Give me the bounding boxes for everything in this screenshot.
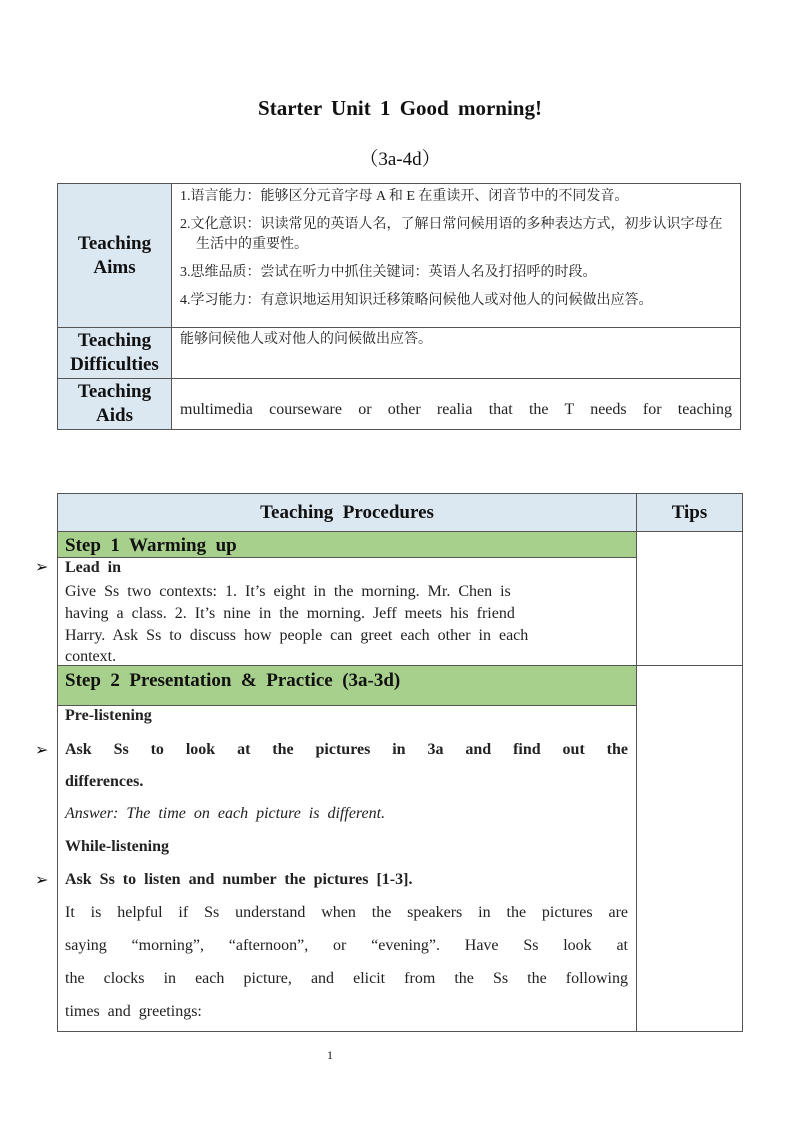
step1-tips-cell — [636, 531, 743, 666]
para-line-3: the clocks in each picture, and elicit from the Ss the following — [65, 970, 628, 987]
para-line-4: times and greetings: — [65, 1003, 202, 1020]
tips-header: Tips — [671, 501, 708, 523]
aids-content-cell — [171, 378, 741, 430]
arrow-bullet-icon: ➢ — [35, 742, 49, 759]
aim-item-4: 4.学习能力：有意识地运用知识迁移策略问候他人或对他人的问候做出应答。 — [180, 293, 653, 308]
step2-title: Step 2 Presentation & Practice (3a-3d) — [65, 670, 401, 691]
aids-label-cell — [57, 378, 172, 430]
page-number: 1 — [327, 1048, 333, 1062]
procedures-header-cell — [57, 493, 637, 532]
step1-title: Step 1 Warming up — [65, 535, 237, 556]
para-line-1: It is helpful if Ss understand when the speakers in the pictures are — [65, 904, 628, 921]
aims-label-cell — [57, 183, 172, 328]
difficulties-label: Teaching Difficulties — [70, 330, 159, 375]
step2-title-cell — [57, 665, 637, 706]
difficulties-text: 能够问候他人或对他人的问候做出应答。 — [180, 332, 432, 347]
arrow-bullet-icon: ➢ — [35, 559, 49, 576]
answer-text: Answer: The time on each picture is different. — [65, 805, 386, 822]
step1-title-cell — [57, 531, 637, 558]
para-line-2: saying “morning”, “afternoon”, or “evening”. Have Ss look at — [65, 937, 628, 954]
aims-label: Teaching Aims — [77, 232, 152, 278]
difficulties-label-cell — [57, 327, 172, 379]
page-title: Starter Unit 1 Good morning! — [258, 96, 542, 120]
procedures-header: Teaching Procedures — [260, 501, 434, 523]
step1-line-4: context. — [65, 648, 117, 665]
step1-bullet-label: Lead in — [65, 559, 122, 576]
task1-line-2: differences. — [65, 773, 144, 790]
page-subtitle: （3a-4d） — [359, 149, 441, 170]
aim-item-1: 1.语言能力：能够区分元音字母 A 和 E 在重读开、闭音节中的不同发音。 — [180, 189, 629, 204]
arrow-bullet-icon: ➢ — [35, 872, 49, 889]
task1-line-1: Ask Ss to look at the pictures in 3a and find out the — [65, 741, 628, 758]
while-listening-label: While-listening — [65, 838, 170, 855]
step1-line-2: having a class. 2. It’s nine in the morning. Jeff meets his friend — [65, 605, 515, 622]
aims-content-cell — [171, 183, 741, 328]
difficulties-content-cell — [171, 327, 741, 379]
aids-label: Teaching Aids — [77, 381, 152, 426]
aids-text: multimedia courseware or other realia that the T needs for teaching — [180, 401, 732, 418]
pre-listening-label: Pre-listening — [65, 707, 152, 724]
step1-line-1: Give Ss two contexts: 1. It’s eight in the morning. Mr. Chen is — [65, 583, 511, 600]
task2-text: Ask Ss to listen and number the pictures [1-3]. — [65, 871, 413, 888]
tips-header-cell — [636, 493, 743, 532]
aim-item-3: 3.思维品质：尝试在听力中抓住关键词：英语人名及打招呼的时段。 — [180, 265, 597, 280]
step1-line-3: Harry. Ask Ss to discuss how people can greet each other in each — [65, 627, 529, 644]
aim-item-2: 2.文化意识：识读常见的英语人名，了解日常问候用语的多种表达方式，初步认识字母在生活中的重要性。 — [180, 217, 723, 252]
step2-tips-cell — [636, 665, 743, 1032]
